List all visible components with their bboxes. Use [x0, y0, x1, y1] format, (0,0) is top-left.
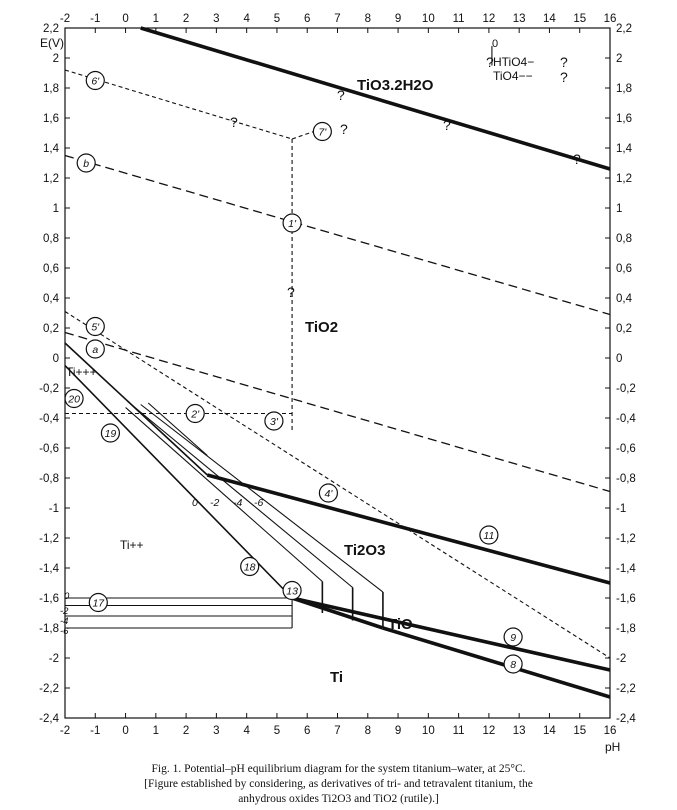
y-tick-label-right: -0,6: [616, 443, 636, 455]
caption-line-2: [Figure established by considering, as derivatives of tri- and tetravalent titanium, the: [144, 778, 533, 790]
region-ti: Ti: [330, 669, 344, 686]
conc-label: -2: [210, 497, 220, 509]
y-tick-label-left: 1,8: [43, 83, 59, 95]
y-tick-label-left: 0,8: [43, 233, 59, 245]
y-tick-label-right: -1: [616, 503, 627, 515]
x-tick-label-bottom: 0: [122, 725, 129, 737]
conc-label: -6: [254, 497, 264, 509]
line-label-text: 18: [243, 561, 256, 574]
conc-label: -4: [233, 497, 243, 509]
y-tick-label-left: -1,6: [39, 593, 59, 605]
line-label-circle: [283, 214, 301, 232]
y-tick-label-right: -1,6: [616, 593, 636, 605]
y-tick-label-left: -1,2: [39, 533, 59, 545]
question-mark: ?: [560, 69, 568, 85]
y-tick-label-right: 0,8: [616, 233, 632, 245]
y-tick-label-left: 2,2: [43, 23, 59, 35]
line-label-circle: [186, 405, 204, 423]
boundary-line-b: [65, 156, 610, 315]
y-tick-label-right: 2,2: [616, 23, 632, 35]
caption-line-1: Fig. 1. Potential–pH equilibrium diagram for the system titanium–water, at 25°C.: [151, 763, 526, 775]
x-tick-label-top: 0: [122, 13, 129, 25]
y-tick-label-right: 1: [616, 203, 623, 215]
x-tick-label-bottom: 13: [512, 725, 526, 737]
line-label-text: 19: [104, 428, 117, 440]
question-mark: ?: [337, 87, 345, 103]
line-label-circle: [89, 594, 107, 612]
y-tick-label-left: 0: [52, 353, 59, 365]
x-tick-label-top: 13: [512, 13, 526, 25]
line-label-circle: [241, 558, 259, 576]
line-label-text: 3': [269, 416, 278, 428]
y-tick-label-left: -0,8: [39, 473, 59, 485]
x-tick-label-top: 11: [452, 13, 465, 25]
x-axis-title: pH: [605, 740, 621, 754]
x-tick-label-bottom: 7: [334, 725, 341, 737]
line-label-circle: [504, 655, 522, 673]
y-tick-label-right: -2: [616, 653, 627, 665]
question-mark: ?: [573, 151, 581, 167]
line-label-text: 7': [318, 126, 327, 139]
region-tio: TiO: [388, 616, 413, 633]
x-tick-label-top: 9: [394, 13, 402, 25]
y-tick-label-right: 1,4: [616, 143, 632, 155]
y-tick-label-right: -2,2: [616, 683, 636, 695]
x-tick-label-bottom: -1: [90, 725, 101, 737]
y-tick-label-right: 1,2: [616, 173, 632, 185]
line-label-text: a: [92, 344, 99, 356]
line-label-text: 2': [191, 408, 200, 421]
x-tick-label-bottom: 9: [394, 725, 402, 737]
y-tick-label-right: 2: [616, 53, 623, 65]
x-tick-label-top: 1: [152, 13, 160, 25]
x-tick-label-bottom: 3: [213, 725, 220, 737]
y-tick-label-right: 1,8: [616, 83, 632, 95]
conc-label-left: 0: [64, 591, 70, 602]
line-label-circle: [504, 628, 522, 646]
line-label-circle: [480, 526, 498, 544]
x-tick-label-top: 7: [334, 13, 341, 25]
line-label-circle: [319, 484, 337, 502]
conc-label-left: -4: [60, 616, 69, 627]
x-tick-label-top: 14: [543, 13, 556, 25]
y-tick-label-right: -0,2: [616, 383, 636, 395]
y-tick-label-left: -1,4: [39, 563, 59, 575]
line-label-text: 8: [510, 659, 517, 671]
y-tick-label-right: -1,8: [616, 623, 636, 635]
y-axis-title: E(V): [40, 36, 64, 50]
x-tick-label-top: -1: [90, 13, 101, 25]
line-label-text: 13: [286, 585, 298, 598]
region-htio4: HTiO4−: [493, 55, 535, 69]
line-label-circle: [283, 582, 301, 600]
line-label-text: 1': [288, 218, 297, 230]
boundary-line-a: [65, 333, 610, 492]
x-tick-label-bottom: 14: [543, 725, 556, 737]
y-tick-label-left: 1,2: [43, 173, 59, 185]
x-tick-label-bottom: 16: [603, 725, 617, 737]
y-tick-label-right: 0,2: [616, 323, 632, 335]
line-label-text: 20: [68, 393, 80, 406]
y-tick-label-left: -0,4: [39, 413, 59, 425]
y-tick-label-right: -2,4: [616, 713, 636, 725]
region-ti2: Ti++: [120, 538, 144, 552]
x-tick-label-top: 12: [482, 13, 496, 25]
line-label-text: 11: [483, 530, 495, 542]
y-tick-label-right: -0,4: [616, 413, 636, 425]
question-mark: ?: [230, 114, 238, 130]
y-tick-label-left: 0,2: [43, 323, 59, 335]
x-tick-label-bottom: 12: [482, 725, 496, 737]
boundary-line-9: [292, 598, 610, 670]
x-tick-label-top: 8: [364, 13, 371, 25]
conc-label: 0: [192, 497, 198, 509]
question-mark: ?: [287, 284, 295, 300]
y-tick-label-left: -0,2: [39, 383, 59, 395]
x-tick-label-bottom: 1: [152, 725, 160, 737]
question-mark: ?: [560, 54, 568, 70]
conc-label-left: -2: [60, 606, 69, 617]
line-label-circle: [86, 72, 104, 90]
conc-label-left: -6: [60, 626, 69, 637]
line-label-circle: [101, 424, 119, 442]
y-tick-label-left: 0,6: [43, 263, 59, 275]
question-mark: ?: [443, 117, 451, 133]
y-tick-label-left: 1,4: [43, 143, 59, 155]
line-label-text: 6': [91, 75, 100, 88]
y-tick-label-left: -2,4: [39, 713, 59, 725]
y-tick-label-left: -0,6: [39, 443, 59, 455]
x-tick-label-bottom: 15: [573, 725, 587, 737]
y-tick-label-right: 0,4: [616, 293, 632, 305]
line-label-text: 5': [91, 321, 100, 334]
x-tick-label-top: -2: [59, 13, 71, 25]
question-mark: ?: [340, 121, 348, 137]
region-tio3: TiO3.2H2O: [357, 77, 434, 94]
x-tick-label-top: 5: [273, 13, 281, 25]
boundary-line-11: [207, 475, 610, 583]
y-tick-label-right: -1,2: [616, 533, 636, 545]
region-tio2: TiO2: [305, 319, 339, 336]
y-tick-label-right: -0,8: [616, 473, 636, 485]
boundary-line-tio3: [141, 28, 610, 169]
y-tick-label-right: 1,6: [616, 113, 632, 125]
x-tick-label-bottom: 10: [421, 725, 435, 737]
question-mark: ?: [486, 54, 494, 70]
line-label-circle: [65, 390, 83, 408]
label-zero: 0: [492, 38, 499, 50]
x-tick-label-top: 2: [182, 13, 190, 25]
y-tick-label-left: 1: [52, 203, 59, 215]
y-tick-label-right: 0,6: [616, 263, 632, 275]
y-tick-label-left: -1,8: [39, 623, 59, 635]
line-label-circle: [265, 412, 283, 430]
region-ti3: Ti+++: [66, 365, 97, 379]
x-tick-label-top: 10: [421, 13, 435, 25]
x-tick-label-top: 16: [603, 13, 617, 25]
line-label-circle: [313, 123, 331, 141]
line-label-text: b: [83, 158, 90, 170]
y-tick-label-left: -1: [48, 503, 59, 515]
line-label-circle: [77, 154, 95, 172]
boundary-line-13-0: [126, 408, 323, 582]
x-tick-label-bottom: -2: [59, 725, 71, 737]
x-tick-label-bottom: 8: [364, 725, 371, 737]
x-tick-label-bottom: 11: [452, 725, 465, 737]
y-tick-label-left: 2: [52, 53, 59, 65]
x-tick-label-bottom: 2: [182, 725, 190, 737]
line-label-circle: [86, 318, 104, 336]
boundary-line-8a: [292, 598, 383, 628]
x-tick-label-top: 15: [573, 13, 587, 25]
x-tick-label-bottom: 5: [273, 725, 281, 737]
y-tick-label-left: -2,2: [39, 683, 59, 695]
x-tick-label-bottom: 4: [243, 725, 250, 737]
region-tio4: TiO4−−: [493, 69, 533, 83]
y-tick-label-right: 0: [616, 353, 623, 365]
line-label-text: 9: [510, 632, 517, 644]
x-tick-label-top: 6: [304, 13, 311, 25]
x-tick-label-top: 4: [243, 13, 250, 25]
caption-line-3: anhydrous oxides Ti2O3 and TiO2 (rutile).]: [238, 793, 439, 805]
line-label-text: 17: [92, 597, 105, 610]
x-tick-label-bottom: 6: [304, 725, 311, 737]
line-label-text: 4': [324, 488, 333, 500]
region-ti2o3: Ti2O3: [344, 542, 386, 559]
y-tick-label-left: 1,6: [43, 113, 59, 125]
x-tick-label-top: 3: [213, 13, 220, 25]
line-label-circle: [86, 340, 104, 358]
y-tick-label-left: -2: [48, 653, 59, 665]
y-tick-label-left: 0,4: [43, 293, 59, 305]
y-tick-label-right: -1,4: [616, 563, 636, 575]
